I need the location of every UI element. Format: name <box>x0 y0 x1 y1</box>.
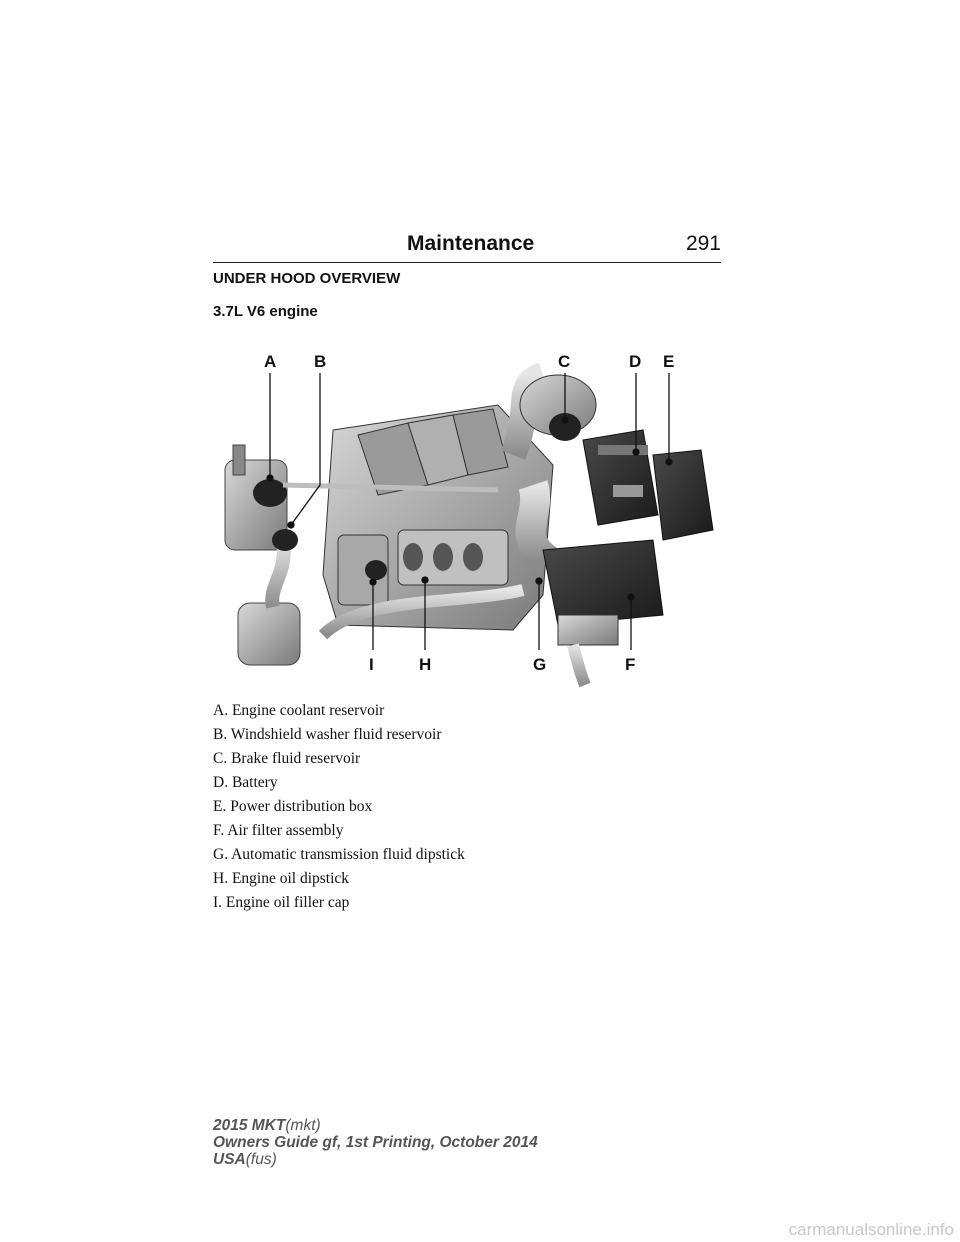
legend-item: H. Engine oil dipstick <box>213 870 350 887</box>
legend-item: B. Windshield washer fluid reservoir <box>213 726 442 743</box>
engine-subtitle: 3.7L V6 engine <box>213 303 318 320</box>
legend-item: E. Power distribution box <box>213 798 373 815</box>
footer-model: 2015 MKT <box>213 1117 286 1134</box>
component-legend <box>213 700 465 916</box>
legend-item: G. Automatic transmission fluid dipstick <box>213 846 465 863</box>
power-distribution-box-art <box>653 450 713 540</box>
callout-d: D <box>629 352 642 371</box>
legend-item: C. Brake fluid reservoir <box>213 750 361 767</box>
callout-g: G <box>533 655 547 674</box>
footer-market-code: (fus) <box>245 1151 277 1168</box>
header-title: Maintenance <box>407 232 535 255</box>
section-title: UNDER HOOD OVERVIEW <box>213 270 401 287</box>
callout-f: F <box>625 655 636 674</box>
callout-h: H <box>419 655 432 674</box>
callout-a: A <box>264 352 277 371</box>
legend-item: A. Engine coolant reservoir <box>213 702 385 719</box>
site-watermark: carmanualsonline.info <box>788 1220 954 1239</box>
callout-b: B <box>314 352 327 371</box>
legend-item: I. Engine oil filler cap <box>213 894 350 911</box>
engine-bay-illustration <box>213 345 723 690</box>
callout-e: E <box>663 352 675 371</box>
footer-model-code: (mkt) <box>285 1117 321 1134</box>
callout-i: I <box>369 655 374 674</box>
footer-printing: Owners Guide gf, 1st Printing, October 2014 <box>213 1134 538 1151</box>
air-filter-art <box>543 540 663 685</box>
battery-art <box>583 430 658 525</box>
legend-item: F. Air filter assembly <box>213 822 344 839</box>
print-footer <box>213 1117 538 1168</box>
footer-market: USA <box>213 1151 246 1168</box>
page-header <box>213 232 721 263</box>
legend-item: D. Battery <box>213 774 278 791</box>
page-number: 291 <box>685 232 721 255</box>
callout-c: C <box>558 352 571 371</box>
